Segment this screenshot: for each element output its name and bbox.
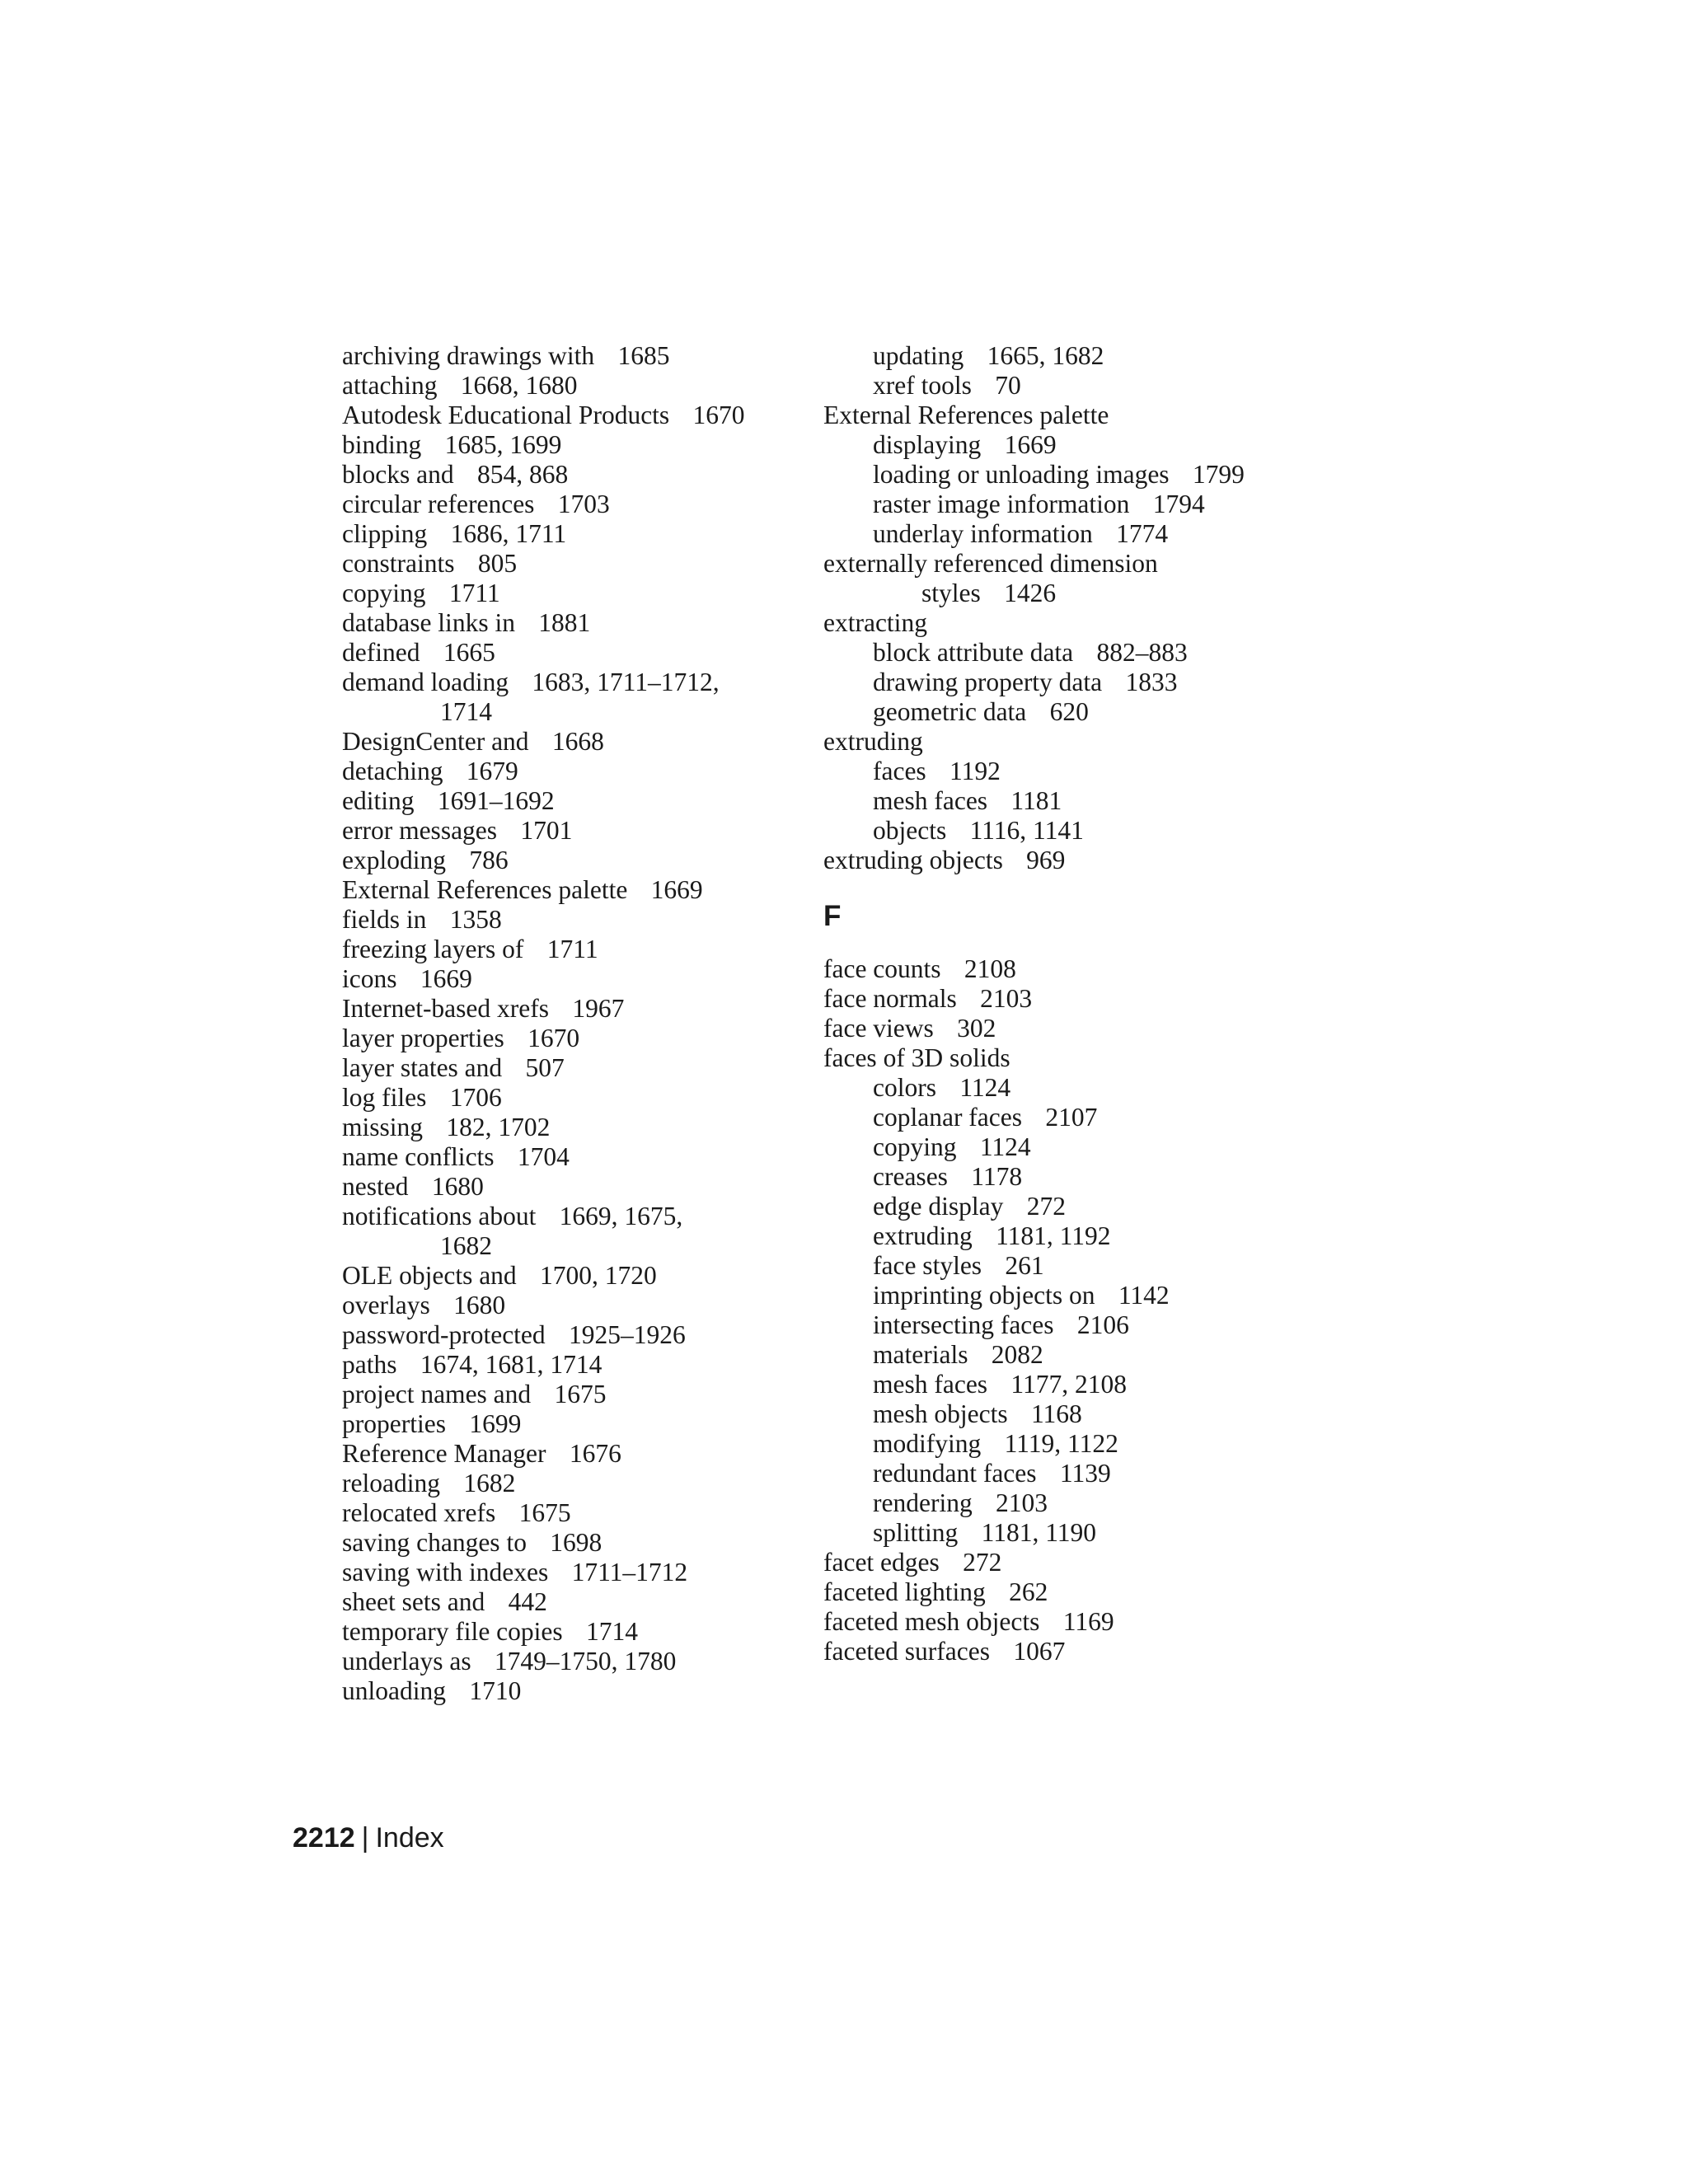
index-entry <box>342 519 804 549</box>
footer-separator: | <box>361 1822 369 1854</box>
index-entry <box>342 1528 804 1558</box>
index-entry <box>823 1637 1334 1666</box>
index-entry-pages: 1774 <box>1116 519 1169 548</box>
index-entry-pages: 1683, 1711–1712, <box>532 668 720 696</box>
index-entry-pages: 620 <box>1049 697 1089 726</box>
index-entry-term: redundant faces <box>873 1459 1037 1488</box>
index-entry-term: DesignCenter and <box>342 727 529 756</box>
index-entry <box>823 608 1334 638</box>
index-entry-term: notifications about <box>342 1202 537 1230</box>
index-entry-pages: 1181, 1190 <box>981 1518 1097 1547</box>
index-entry-pages: 1691–1692 <box>437 786 555 815</box>
index-entry <box>342 1409 804 1439</box>
index-entry-pages: 302 <box>957 1014 996 1043</box>
index-entry <box>823 1251 1334 1281</box>
index-entry-pages: 2106 <box>1076 1310 1129 1339</box>
index-entry-pages: 1679 <box>466 757 518 785</box>
index-entry <box>342 1024 804 1053</box>
index-entry <box>342 1469 804 1498</box>
index-entry-pages: 1358 <box>449 905 502 934</box>
index-entry <box>342 638 804 668</box>
index-entry-term: underlay information <box>873 519 1093 548</box>
index-entry-pages: 1794 <box>1152 490 1205 518</box>
index-entry-term: properties <box>342 1409 446 1438</box>
index-entry-pages: 1685, 1699 <box>444 430 562 459</box>
index-entry-term: project names and <box>342 1380 532 1408</box>
index-entry-pages: 1142 <box>1118 1281 1170 1310</box>
index-entry-pages: 1670 <box>528 1024 580 1052</box>
index-entry <box>342 579 804 608</box>
index-entry-pages: 442 <box>508 1587 547 1616</box>
index-entry-pages: 1680 <box>453 1291 506 1319</box>
index-entry-term: saving changes to <box>342 1528 527 1557</box>
index-entry-term: loading or unloading images <box>873 460 1170 489</box>
index-entry <box>342 1261 804 1291</box>
index-entry <box>342 1113 804 1142</box>
index-entry-pages: 786 <box>469 846 509 874</box>
index-entry-pages: 1665 <box>443 638 495 667</box>
index-entry-pages: 1668, 1680 <box>460 371 578 400</box>
index-entry <box>342 846 804 875</box>
index-entry-pages: 1676 <box>569 1439 621 1468</box>
index-entry-pages: 2103 <box>996 1488 1048 1517</box>
index-entry-term: faceted lighting <box>823 1577 986 1606</box>
index-entry-term: External References palette <box>342 875 628 904</box>
index-entry-pages: 1833 <box>1125 668 1178 696</box>
index-entry <box>342 1291 804 1320</box>
index-entry-pages: 1669 <box>420 964 472 993</box>
index-entry <box>823 757 1334 786</box>
index-entry-term: face normals <box>823 984 957 1013</box>
index-entry-pages: 1704 <box>517 1142 570 1171</box>
index-entry <box>823 1192 1334 1221</box>
index-entry-pages: 1669 <box>650 875 703 904</box>
index-entry-pages: 1067 <box>1013 1637 1066 1666</box>
index-entry <box>342 549 804 579</box>
index-entry-pages: 1139 <box>1059 1459 1111 1488</box>
index-entry-pages: 1668 <box>551 727 604 756</box>
index-entry <box>823 727 1334 757</box>
index-entry <box>823 1518 1334 1548</box>
index-entry-term: copying <box>873 1132 957 1161</box>
index-entry-pages: 1124 <box>959 1073 1011 1102</box>
index-entry-pages: 1699 <box>469 1409 522 1438</box>
index-entry <box>342 727 804 757</box>
index-entry <box>823 1014 1334 1043</box>
index-entry-term: relocated xrefs <box>342 1498 496 1527</box>
index-entry-term: Autodesk Educational Products <box>342 401 670 429</box>
index-entry-pages: 1181 <box>1010 786 1062 815</box>
index-entry-pages: 1119, 1122 <box>1004 1429 1118 1458</box>
index-entry-term: externally referenced dimension <box>823 549 1158 578</box>
index-entry <box>823 846 1334 875</box>
index-entry-term: reloading <box>342 1469 440 1497</box>
index-entry <box>342 1320 804 1350</box>
index-entry <box>823 1310 1334 1340</box>
index-entry-term: 1714 <box>440 697 492 726</box>
index-entry-term: unloading <box>342 1676 446 1705</box>
index-entry <box>823 984 1334 1014</box>
index-entry <box>823 816 1334 846</box>
index-entry-pages: 1192 <box>950 757 1001 785</box>
index-entry <box>342 1231 804 1261</box>
index-entry-term: circular references <box>342 490 535 518</box>
index-entry-pages: 1925–1926 <box>569 1320 686 1349</box>
index-entry-term: extruding <box>823 727 923 756</box>
index-entry-pages: 1669 <box>1004 430 1057 459</box>
index-entry-term: constraints <box>342 549 455 578</box>
index-entry-pages: 1669, 1675, <box>559 1202 683 1230</box>
index-entry-pages: 2082 <box>991 1340 1043 1369</box>
index-entry <box>342 757 804 786</box>
index-entry-pages: 1675 <box>554 1380 607 1408</box>
index-entry-pages: 262 <box>1009 1577 1048 1606</box>
index-entry-pages: 1181, 1192 <box>996 1221 1111 1250</box>
index-entry-pages: 507 <box>525 1053 565 1082</box>
index-group-f <box>823 954 1334 1666</box>
index-entry <box>342 1053 804 1083</box>
index-entry-pages: 261 <box>1005 1251 1044 1280</box>
index-entry-pages: 2107 <box>1045 1103 1098 1132</box>
index-entry-pages: 1685 <box>617 341 670 370</box>
index-entry-pages: 1714 <box>586 1617 638 1646</box>
index-entry-pages: 1670 <box>692 401 745 429</box>
index-entry-term: 1682 <box>440 1231 492 1260</box>
index-entry-pages: 1169 <box>1062 1607 1114 1636</box>
index-entry-pages: 1680 <box>431 1172 484 1201</box>
index-entry <box>342 1350 804 1380</box>
index-entry-term: faces <box>873 757 926 785</box>
index-entry <box>823 1132 1334 1162</box>
index-entry-pages: 1124 <box>979 1132 1031 1161</box>
index-entry-term: OLE objects and <box>342 1261 517 1290</box>
index-entry-term: demand loading <box>342 668 509 696</box>
index-entry-pages: 1711 <box>448 579 500 607</box>
index-entry <box>823 430 1334 460</box>
index-group-e-continued <box>823 341 1334 875</box>
index-entry <box>823 341 1334 371</box>
index-entry <box>823 460 1334 490</box>
index-entry <box>342 697 804 727</box>
index-entry <box>823 1340 1334 1370</box>
index-entry <box>342 1083 804 1113</box>
index-entry-term: colors <box>873 1073 936 1102</box>
footer-section-title: Index <box>375 1822 444 1854</box>
index-entry-pages: 1682 <box>463 1469 516 1497</box>
index-entry-term: coplanar faces <box>873 1103 1023 1132</box>
index-entry-pages: 1177, 2108 <box>1010 1370 1127 1399</box>
index-entry <box>342 668 804 697</box>
index-entry-term: face views <box>823 1014 934 1043</box>
index-entry-term: rendering <box>873 1488 973 1517</box>
index-entry <box>823 1488 1334 1518</box>
index-entry-pages: 1700, 1720 <box>540 1261 657 1290</box>
index-entry <box>823 1103 1334 1132</box>
index-entry <box>342 905 804 935</box>
index-entry-term: edge display <box>873 1192 1004 1221</box>
index-entry-term: overlays <box>342 1291 430 1319</box>
index-entry <box>823 954 1334 984</box>
index-entry <box>823 1281 1334 1310</box>
index-entry-term: styles <box>921 579 981 607</box>
index-entry-term: layer states and <box>342 1053 503 1082</box>
index-entry <box>823 1043 1334 1073</box>
index-entry-pages: 272 <box>1026 1192 1066 1221</box>
index-entry-term: updating <box>873 341 964 370</box>
index-entry-term: log files <box>342 1083 427 1112</box>
index-entry-pages: 1711 <box>546 935 598 963</box>
index-entry-term: attaching <box>342 371 438 400</box>
index-entry <box>823 490 1334 519</box>
index-entry <box>342 1202 804 1231</box>
index-entry <box>342 964 804 994</box>
page-footer <box>293 1821 444 1854</box>
index-entry-term: raster image information <box>873 490 1130 518</box>
index-entry-term: binding <box>342 430 422 459</box>
index-entry <box>342 1617 804 1647</box>
section-heading-f: F <box>823 900 842 932</box>
index-entry-pages: 1168 <box>1030 1399 1082 1428</box>
index-entry-term: faces of 3D solids <box>823 1043 1010 1072</box>
index-entry <box>823 1577 1334 1607</box>
index-entry <box>342 1558 804 1587</box>
index-entry-term: archiving drawings with <box>342 341 595 370</box>
index-entry <box>342 1587 804 1617</box>
index-entry-term: modifying <box>873 1429 982 1458</box>
index-entry-pages: 854, 868 <box>476 460 569 489</box>
index-entry-pages: 1703 <box>557 490 610 518</box>
index-entry <box>342 786 804 816</box>
index-entry-term: name conflicts <box>342 1142 495 1171</box>
index-entry <box>823 668 1334 697</box>
index-entry-pages: 1706 <box>449 1083 502 1112</box>
index-entry-term: error messages <box>342 816 498 845</box>
index-entry-term: copying <box>342 579 426 607</box>
index-entry-term: face counts <box>823 954 941 983</box>
index-entry-term: imprinting objects on <box>873 1281 1095 1310</box>
index-column-left <box>342 341 804 1706</box>
index-entry <box>342 816 804 846</box>
index-entry <box>342 1676 804 1706</box>
index-entry <box>342 1498 804 1528</box>
index-entry-pages: 1967 <box>572 994 625 1023</box>
index-entry <box>342 430 804 460</box>
index-entry-term: database links in <box>342 608 515 637</box>
index-entry <box>823 519 1334 549</box>
index-entry-pages: 969 <box>1026 846 1066 874</box>
index-entry <box>823 1429 1334 1459</box>
index-entry-term: mesh objects <box>873 1399 1008 1428</box>
index-entry <box>823 1221 1334 1251</box>
index-entry <box>342 1439 804 1469</box>
index-entry <box>342 994 804 1024</box>
index-entry-term: facet edges <box>823 1548 940 1577</box>
index-entry-pages: 1426 <box>1004 579 1057 607</box>
index-entry <box>342 371 804 401</box>
index-entry <box>823 1162 1334 1192</box>
index-entry-term: editing <box>342 786 415 815</box>
index-entry-term: nested <box>342 1172 409 1201</box>
index-entry-pages: 2108 <box>964 954 1016 983</box>
index-entry-pages: 1710 <box>469 1676 522 1705</box>
index-entry <box>823 1459 1334 1488</box>
index-entry-term: icons <box>342 964 397 993</box>
index-entry-term: intersecting faces <box>873 1310 1054 1339</box>
index-entry <box>342 935 804 964</box>
index-entry-term: blocks and <box>342 460 454 489</box>
index-entry-pages: 182, 1702 <box>446 1113 551 1141</box>
index-entry <box>823 697 1334 727</box>
index-entry <box>342 1647 804 1676</box>
index-entry-term: mesh faces <box>873 786 988 815</box>
index-entry-pages: 1178 <box>971 1162 1023 1191</box>
index-entry-term: extracting <box>823 608 927 637</box>
index-entry <box>823 786 1334 816</box>
index-entry-pages: 1686, 1711 <box>450 519 567 548</box>
index-entry <box>342 1172 804 1202</box>
index-entry <box>823 1399 1334 1429</box>
index-entry-term: extruding <box>873 1221 973 1250</box>
index-entry-term: geometric data <box>873 697 1027 726</box>
index-entry-pages: 1701 <box>520 816 573 845</box>
index-entry-term: clipping <box>342 519 428 548</box>
index-entry-pages: 805 <box>477 549 518 578</box>
index-entry-term: External References palette <box>823 401 1109 429</box>
index-entry-pages: 882–883 <box>1096 638 1188 667</box>
index-entry-pages: 1749–1750, 1780 <box>494 1647 677 1675</box>
index-entry-pages: 70 <box>995 371 1021 400</box>
index-entry-term: extruding objects <box>823 846 1003 874</box>
index-entry <box>823 638 1334 668</box>
index-entry-pages: 2103 <box>980 984 1033 1013</box>
index-entry-term: saving with indexes <box>342 1558 549 1586</box>
index-entry-term: materials <box>873 1340 968 1369</box>
index-entry-term: objects <box>873 816 947 845</box>
index-entry-term: underlays as <box>342 1647 471 1675</box>
index-entry-term: detaching <box>342 757 443 785</box>
index-entry-term: paths <box>342 1350 397 1379</box>
index-entry-term: password-protected <box>342 1320 546 1349</box>
index-entry <box>823 1370 1334 1399</box>
index-entry-term: fields in <box>342 905 427 934</box>
index-entry <box>342 1142 804 1172</box>
index-entry-term: temporary file copies <box>342 1617 563 1646</box>
index-entry <box>342 875 804 905</box>
index-entry-pages: 1711–1712 <box>571 1558 688 1586</box>
index-entry <box>342 490 804 519</box>
index-entry-term: creases <box>873 1162 948 1191</box>
index-entry-term: Reference Manager <box>342 1439 546 1468</box>
index-entry <box>823 579 1334 608</box>
index-entry-pages: 1698 <box>550 1528 603 1557</box>
index-entry <box>823 371 1334 401</box>
index-entry-term: faceted mesh objects <box>823 1607 1040 1636</box>
index-entry <box>823 1073 1334 1103</box>
index-entry <box>342 460 804 490</box>
index-column-right <box>823 341 1334 1666</box>
index-entry-term: faceted surfaces <box>823 1637 990 1666</box>
index-entry-term: splitting <box>873 1518 959 1547</box>
index-entry <box>342 341 804 371</box>
index-entry-pages: 1675 <box>518 1498 571 1527</box>
page-number: 2212 <box>293 1822 355 1854</box>
index-entry-term: freezing layers of <box>342 935 524 963</box>
index-entry <box>823 1548 1334 1577</box>
index-entry-pages: 1674, 1681, 1714 <box>420 1350 603 1379</box>
index-entry-term: drawing property data <box>873 668 1103 696</box>
index-entry-term: block attribute data <box>873 638 1074 667</box>
index-entry-term: Internet-based xrefs <box>342 994 550 1023</box>
index-entry <box>342 1380 804 1409</box>
index-entry-term: xref tools <box>873 371 972 400</box>
index-entry <box>342 608 804 638</box>
index-entry-pages: 1799 <box>1192 460 1245 489</box>
index-entry-term: face styles <box>873 1251 982 1280</box>
index-entry-term: missing <box>342 1113 424 1141</box>
index-entry-term: layer properties <box>342 1024 504 1052</box>
index-entry-pages: 1881 <box>538 608 591 637</box>
index-entry <box>823 549 1334 579</box>
index-entry-term: exploding <box>342 846 446 874</box>
index-entry-term: mesh faces <box>873 1370 988 1399</box>
index-entry-term: sheet sets and <box>342 1587 485 1616</box>
index-entry-term: defined <box>342 638 420 667</box>
index-entry-pages: 1116, 1141 <box>969 816 1084 845</box>
index-entry <box>823 401 1334 430</box>
index-entry-pages: 272 <box>963 1548 1002 1577</box>
index-entry <box>342 401 804 430</box>
index-entry-pages: 1665, 1682 <box>987 341 1104 370</box>
index-entry <box>823 1607 1334 1637</box>
index-entry-term: displaying <box>873 430 982 459</box>
